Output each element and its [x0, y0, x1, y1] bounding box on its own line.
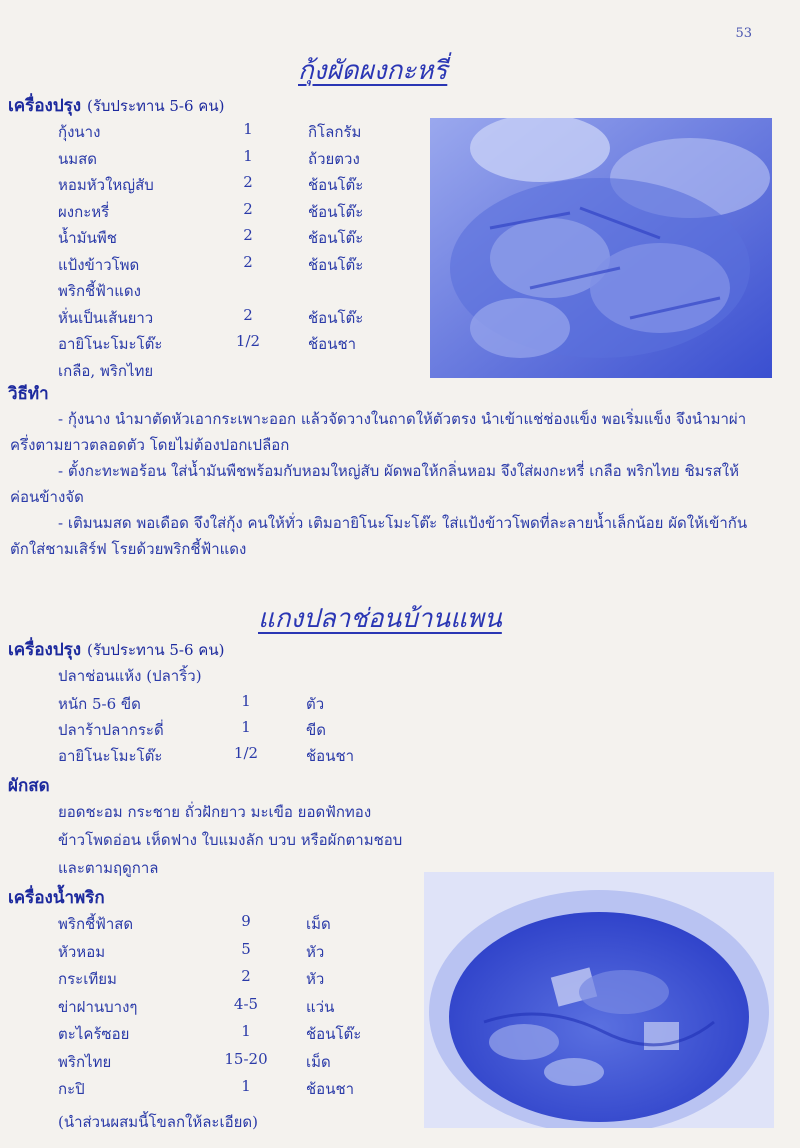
ingredient-unit: หัว [306, 942, 325, 961]
ingredient-name: น้ำมันพืช [58, 229, 117, 247]
ingredient-name: พริกไทย [58, 1052, 112, 1071]
recipe2-title: แกงปลาช่อนบ้านแพน [258, 604, 502, 634]
ingredient-unit: ช้อนโต๊ะ [308, 176, 364, 194]
ingredient-row [0, 995, 420, 1021]
ingredient-name: แป้งข้าวโพด [58, 255, 140, 274]
ingredient-unit: ช้อนชา [306, 1080, 355, 1098]
ingredient-unit: เม็ด [306, 1052, 331, 1071]
ingredient-name: อายิโนะโมะโต๊ะ [58, 335, 163, 353]
ingredient-unit: เม็ด [306, 915, 331, 933]
ingredient-name: พริกชี้ฟ้าแดง [58, 282, 141, 300]
ingredient-name: เกลือ, พริกไทย [58, 361, 154, 380]
ingredient-row [0, 332, 420, 358]
ingredient-unit: แว่น [306, 997, 335, 1016]
ingredient-qty: 4-5 [233, 994, 259, 1013]
ingredient-row [0, 1022, 420, 1048]
recipe1-method [10, 406, 750, 562]
page-number: 53 [735, 26, 752, 41]
ingredient-row [0, 200, 420, 226]
ingredient-qty: 2 [243, 199, 253, 218]
ingredient-unit: ช้อนโต๊ะ [308, 255, 364, 274]
ingredient-name: หอมหัวใหญ่สับ [58, 176, 154, 194]
ingredient-unit: กิโลกรัม [308, 123, 362, 141]
ingredient-qty: 1/2 [233, 744, 259, 762]
recipe2-fish-line: ปลาช่อนแห้ง (ปลาริ้ว) [58, 667, 202, 685]
vegetables-list [58, 800, 438, 884]
method-step: - เติมนมสด พอเดือด จึงใส่กุ้ง คนให้ทั่ว เติมอายิโนะโมะโต๊ะ ใส่แป้งข้าวโพดที่ละลายน้ำเล็กน้อย ผัดให้เข้ากัน ตักใส่ชามเสิร์ฟ โรยด้วยพริกชี้ฟ้าแดง [10, 514, 748, 558]
ingredient-name: กุ้งนาง [58, 123, 101, 141]
ingredient-row [0, 359, 420, 385]
ingredient-row [0, 173, 420, 199]
ingredient-name: กะปิ [58, 1080, 85, 1098]
ingredient-name: หัวหอม [58, 942, 106, 961]
recipe1-servings: (รับประทาน 5-6 คน) [86, 97, 225, 115]
ingredient-unit: ตัว [306, 695, 325, 713]
ingredient-qty: 2 [243, 226, 253, 244]
ingredient-name: ข่าฝานบางๆ [58, 997, 138, 1016]
ingredient-qty: 2 [243, 252, 253, 271]
recipe1-ingredients-heading: เครื่องปรุง (รับประทาน 5-6 คน) [8, 96, 225, 116]
ingredient-unit: ช้อนโต๊ะ [306, 1025, 362, 1043]
paste-heading: เครื่องน้ำพริก [8, 888, 105, 908]
ingredient-unit: ช้อนชา [308, 335, 357, 353]
ingredient-row [0, 718, 420, 744]
ingredient-row [0, 912, 420, 938]
ingredient-name: หั่นเป็นเส้นยาว [58, 308, 154, 327]
fish-curry-photo [424, 872, 774, 1128]
method-step: - ตั้งกะทะพอร้อน ใส่น้ำมันพืชพร้อมกับหอมใหญ่สับ ผัดพอให้กลิ่นหอม จึงใส่ผงกะหรี่ เกลือ พริกไทย ชิมรสให้ค่อนข้างจัด [10, 462, 739, 506]
ingredient-name: ตะไคร้ซอย [58, 1025, 130, 1043]
ingredient-qty: 2 [241, 967, 251, 985]
ingredient-qty: 1 [241, 692, 251, 710]
vegetables-heading: ผักสด [8, 776, 50, 796]
ingredient-name: ผงกะหรี่ [58, 202, 110, 221]
ingredient-qty: 1/2 [235, 332, 261, 350]
ingredient-row [0, 279, 420, 305]
ingredient-name: พริกชี้ฟ้าสด [58, 915, 134, 933]
ingredient-qty: 1 [241, 718, 251, 736]
ingredient-unit: ช้อนโต๊ะ [308, 229, 364, 247]
ingredient-row [0, 147, 420, 173]
ingredient-row [0, 692, 420, 718]
ingredient-unit: หัว [306, 970, 325, 988]
ingredient-unit: ช้อนโต๊ะ [308, 202, 364, 221]
ingredient-name: อายิโนะโมะโต๊ะ [58, 747, 163, 765]
ingredient-unit: ช้อนโต๊ะ [308, 308, 364, 327]
ingredient-row [0, 306, 420, 332]
ingredient-unit: ช้อนชา [306, 747, 355, 765]
ingredient-name: นมสด [58, 149, 98, 168]
ingredient-row [0, 1050, 420, 1076]
ingredient-row [0, 226, 420, 252]
ingredient-qty: 1 [243, 120, 253, 138]
ingredient-unit: ถ้วยตวง [308, 149, 360, 168]
ingredient-row [0, 940, 420, 966]
ingredient-row [0, 967, 420, 993]
ingredient-qty: 1 [243, 146, 253, 165]
vegetable-line: และตามฤดูกาล [58, 859, 159, 877]
recipe2-servings: (รับประทาน 5-6 คน) [86, 641, 225, 659]
ingredient-qty: 15-20 [224, 1049, 268, 1068]
recipe1-title: กุ้งผัดผงกะหรี่ [298, 56, 448, 86]
ingredient-row [0, 120, 420, 146]
ingredient-qty: 1 [241, 1022, 251, 1040]
vegetable-line: ยอดชะอม กระชาย ถั่วฝักยาว มะเขือ ยอดฟักทอง [58, 803, 372, 821]
vegetable-line: ข้าวโพดอ่อน เห็ดฟาง ใบแมงลัก บวบ หรือผักตามชอบ [58, 831, 403, 849]
ingredient-qty: 2 [243, 173, 253, 191]
ingredient-row [0, 1077, 420, 1103]
ingredient-row [0, 744, 420, 770]
ingredient-qty: 2 [243, 305, 253, 324]
paste-note: (นำส่วนผสมนี้โขลกให้ละเอียด) [58, 1113, 259, 1131]
ingredient-qty: 1 [241, 1077, 251, 1095]
ingredient-qty: 5 [241, 939, 251, 958]
ingredient-unit: ขีด [306, 721, 326, 739]
ingredient-qty: 9 [241, 912, 251, 930]
ingredient-name: กระเทียม [58, 970, 117, 988]
ingredient-row [0, 253, 420, 279]
recipe1-method-heading: วิธีทำ [8, 384, 49, 404]
recipe2-ingredients-heading: เครื่องปรุง (รับประทาน 5-6 คน) [8, 640, 225, 660]
method-step: - กุ้งนาง นำมาตัดหัวเอากระเพาะออก แล้วจัดวางในถาดให้ตัวตรง นำเข้าแช่ช่องแข็ง พอเริ่มแข็ง จึงนำมาผ่าครึ่งตามยาวตลอดตัว โดยไม่ต้องปอกเปลือก [10, 410, 747, 454]
ingredient-name: ปลาร้าปลากระดี่ [58, 721, 164, 739]
shrimp-curry-photo [430, 118, 772, 378]
ingredient-name: หนัก 5-6 ขีด [58, 695, 141, 713]
